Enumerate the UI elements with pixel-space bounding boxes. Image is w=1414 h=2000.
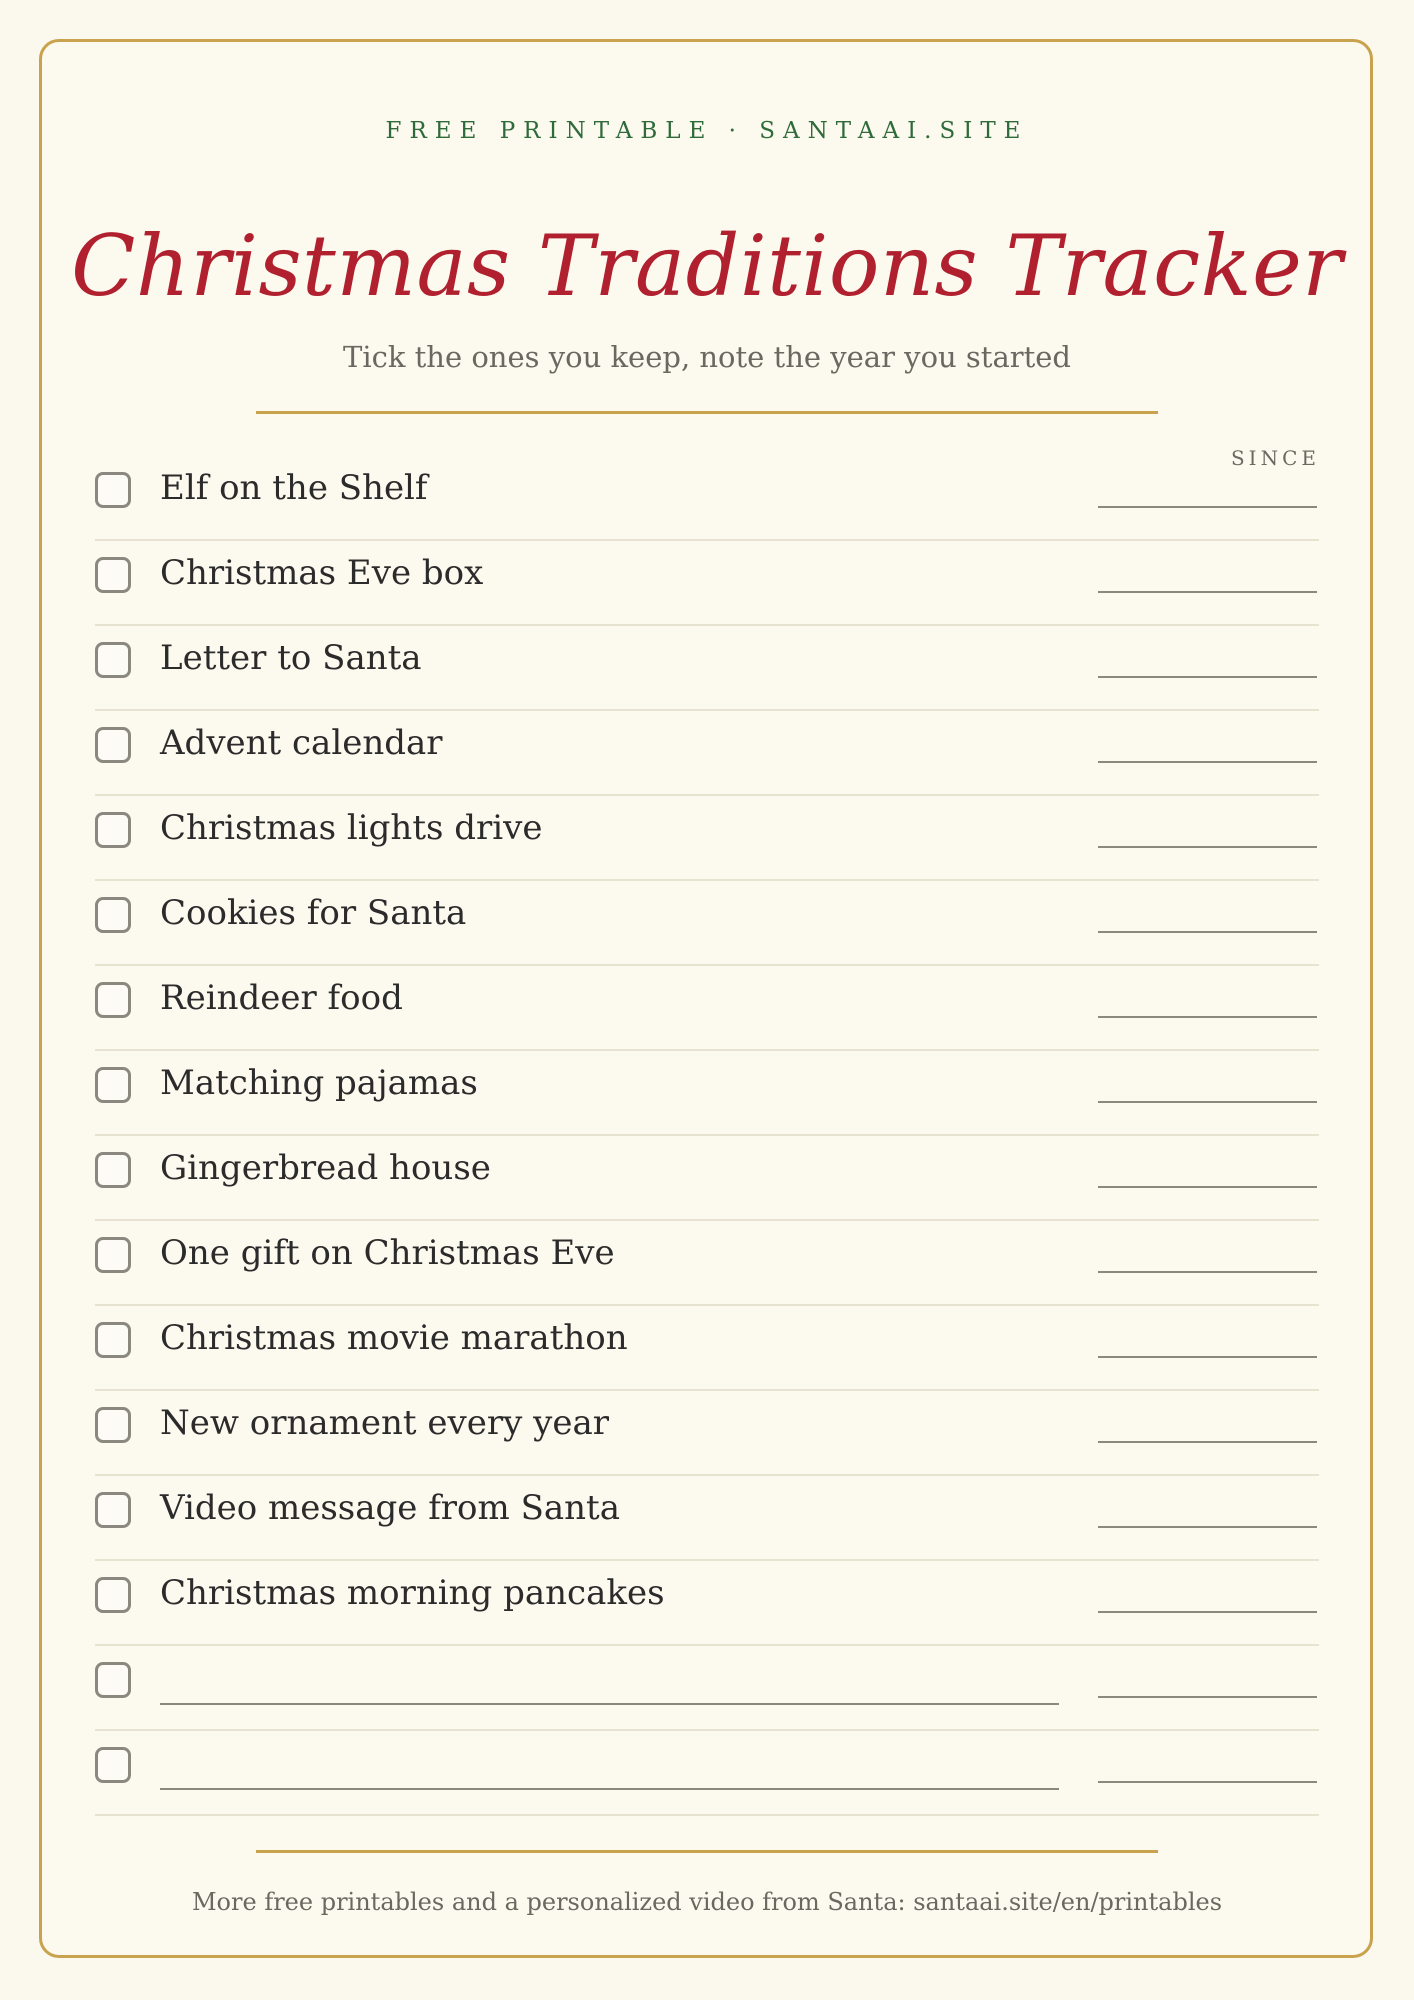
top-divider — [256, 411, 1158, 414]
list-item — [95, 711, 1319, 796]
page-subtitle: Tick the ones you keep, note the year you started — [342, 340, 1071, 374]
page-title: Christmas Traditions Tracker — [71, 217, 1343, 315]
since-column-header: SINCE — [1230, 446, 1320, 470]
tradition-label: Letter to Santa — [160, 638, 422, 678]
tradition-label: Advent calendar — [160, 723, 443, 763]
tradition-checkbox[interactable] — [95, 1237, 131, 1273]
tradition-label: Elf on the Shelf — [160, 468, 428, 508]
since-year-field[interactable] — [1098, 591, 1317, 593]
list-item — [95, 1561, 1319, 1646]
tradition-label: Gingerbread house — [160, 1148, 491, 1188]
tradition-checkbox[interactable] — [95, 897, 131, 933]
custom-tradition-field[interactable] — [160, 1788, 1059, 1790]
tradition-checkbox[interactable] — [95, 1747, 131, 1783]
tradition-checkbox[interactable] — [95, 727, 131, 763]
tradition-label: New ornament every year — [160, 1403, 609, 1443]
list-item-blank — [95, 1646, 1319, 1731]
tradition-label: One gift on Christmas Eve — [160, 1233, 615, 1273]
list-item — [95, 1221, 1319, 1306]
list-item — [95, 1306, 1319, 1391]
custom-tradition-field[interactable] — [160, 1703, 1059, 1705]
since-year-field[interactable] — [1098, 1101, 1317, 1103]
tradition-label: Cookies for Santa — [160, 893, 467, 933]
tradition-label: Matching pajamas — [160, 1063, 478, 1103]
since-year-field[interactable] — [1098, 761, 1317, 763]
list-item — [95, 626, 1319, 711]
tradition-checkbox[interactable] — [95, 472, 131, 508]
eyebrow-text: FREE PRINTABLE · SANTAAI.SITE — [385, 118, 1029, 144]
tradition-checkbox[interactable] — [95, 1067, 131, 1103]
tradition-checkbox[interactable] — [95, 1577, 131, 1613]
tradition-checkbox[interactable] — [95, 1322, 131, 1358]
since-year-field[interactable] — [1098, 931, 1317, 933]
tradition-checkbox[interactable] — [95, 1662, 131, 1698]
since-year-field[interactable] — [1098, 1356, 1317, 1358]
since-year-field[interactable] — [1098, 1526, 1317, 1528]
footer-text: More free printables and a personalized video from Santa: santaai.site/en/printables — [191, 1888, 1223, 1916]
tradition-checkbox[interactable] — [95, 1492, 131, 1528]
list-item — [95, 796, 1319, 881]
list-item — [95, 1136, 1319, 1221]
tradition-checkbox[interactable] — [95, 812, 131, 848]
list-item — [95, 1476, 1319, 1561]
list-item — [95, 456, 1319, 541]
since-year-field[interactable] — [1098, 1271, 1317, 1273]
tradition-checkbox[interactable] — [95, 642, 131, 678]
traditions-list — [95, 456, 1319, 1816]
tradition-label: Video message from Santa — [160, 1488, 620, 1528]
since-year-field[interactable] — [1098, 506, 1317, 508]
since-year-field[interactable] — [1098, 1186, 1317, 1188]
list-item — [95, 966, 1319, 1051]
list-item — [95, 1391, 1319, 1476]
since-year-field[interactable] — [1098, 1696, 1317, 1698]
list-item — [95, 1051, 1319, 1136]
list-item-blank — [95, 1731, 1319, 1816]
tradition-label: Christmas Eve box — [160, 553, 484, 593]
tradition-label: Christmas lights drive — [160, 808, 543, 848]
since-year-field[interactable] — [1098, 846, 1317, 848]
tradition-label: Reindeer food — [160, 978, 403, 1018]
since-year-field[interactable] — [1098, 1441, 1317, 1443]
since-year-field[interactable] — [1098, 1781, 1317, 1783]
tradition-checkbox[interactable] — [95, 557, 131, 593]
since-year-field[interactable] — [1098, 1611, 1317, 1613]
tradition-checkbox[interactable] — [95, 1152, 131, 1188]
list-item — [95, 541, 1319, 626]
tradition-checkbox[interactable] — [95, 1407, 131, 1443]
tradition-label: Christmas morning pancakes — [160, 1573, 665, 1613]
since-year-field[interactable] — [1098, 676, 1317, 678]
since-year-field[interactable] — [1098, 1016, 1317, 1018]
tradition-checkbox[interactable] — [95, 982, 131, 1018]
bottom-divider — [256, 1850, 1158, 1853]
list-item — [95, 881, 1319, 966]
tradition-label: Christmas movie marathon — [160, 1318, 628, 1358]
